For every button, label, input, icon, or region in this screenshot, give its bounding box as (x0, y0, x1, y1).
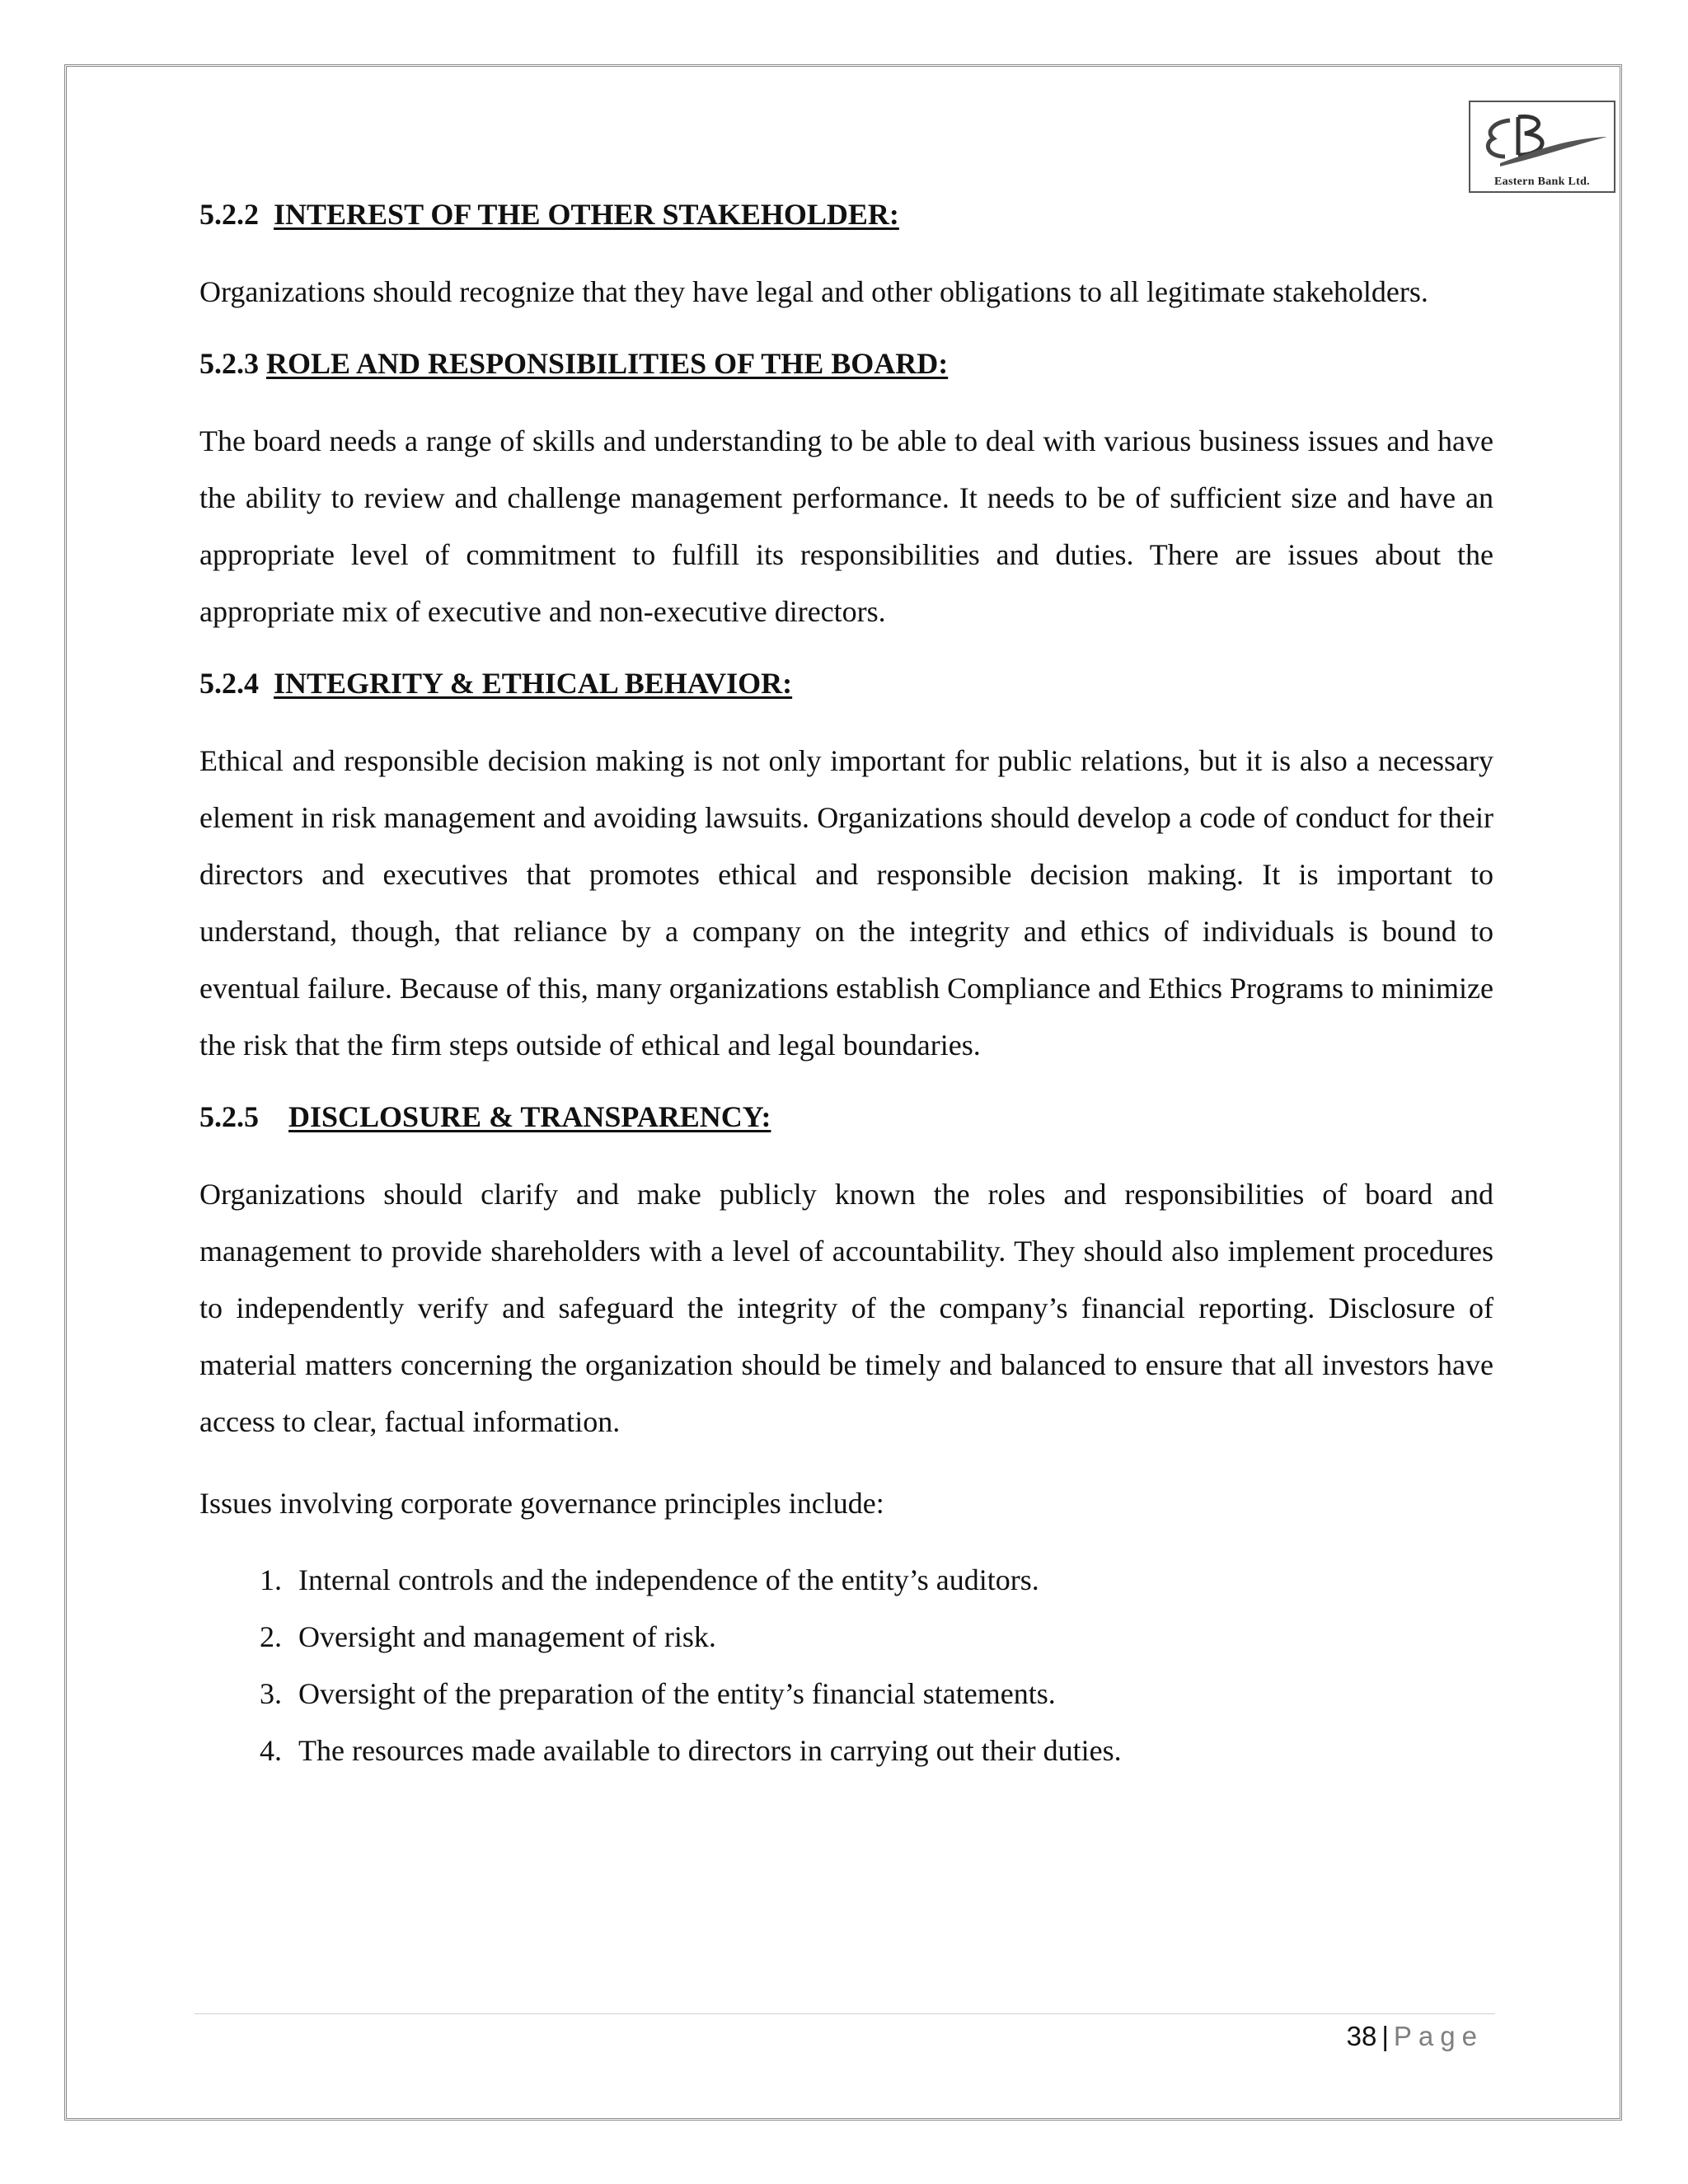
list-item (199, 1666, 1493, 1722)
section-title: ROLE AND RESPONSIBILITIES OF THE BOARD: (266, 347, 949, 380)
list-item-text: Internal controls and the independence of the entity’s auditors. (298, 1563, 1039, 1596)
page-label: Page (1393, 2021, 1484, 2051)
section-paragraph: The board needs a range of skills and understanding to be able to deal with various business issues and have the ability to review and challenge management performance. It needs to be of sufficient size and have an appropriate level of commitment to fulfill its responsibilities and duties. There are issues about the appropriate mix of executive and non-executive directors. (199, 424, 1493, 628)
section-title: INTEGRITY & ETHICAL BEHAVIOR: (274, 667, 793, 700)
section-number: 5.2.2 (199, 198, 259, 231)
section-heading-5-2-5 (199, 1099, 1493, 1135)
issues-intro: Issues involving corporate governance principles include: (199, 1487, 884, 1520)
list-item-text: The resources made available to directors in carrying out their duties. (298, 1734, 1122, 1767)
list-item-number: 3. (260, 1677, 282, 1710)
section-number: 5.2.3 (199, 347, 259, 380)
section-number: 5.2.5 (199, 1100, 259, 1133)
section-heading-5-2-3 (199, 345, 1493, 382)
list-item-number: 4. (260, 1734, 282, 1767)
section-number: 5.2.4 (199, 667, 259, 700)
issues-list (199, 1552, 1493, 1779)
list-item (199, 1722, 1493, 1779)
section-title: DISCLOSURE & TRANSPARENCY: (288, 1100, 771, 1133)
section-paragraph: Ethical and responsible decision making is not only important for public relations, but it is also a necessary element in risk management and avoiding lawsuits. Organizations should develop a code of conduct for their directors and executives that promotes ethical and responsible decision making. It is important to understand, though, that reliance by a company on the integrity and ethics of individuals is bound to eventual failure. Because of this, many organizations establish Compliance and Ethics Programs to minimize the risk that the firm steps outside of ethical and legal boundaries. (199, 744, 1493, 1062)
bank-logo (1469, 101, 1615, 193)
list-item (199, 1552, 1493, 1609)
list-item-number: 2. (260, 1620, 282, 1653)
section-heading-5-2-2 (199, 196, 1493, 232)
section-title: INTEREST OF THE OTHER STAKEHOLDER: (274, 198, 899, 231)
page-footer (1347, 2018, 1484, 2055)
footer-divider (195, 2013, 1495, 2014)
section-heading-5-2-4 (199, 665, 1493, 701)
eb-monogram-icon (1475, 105, 1612, 175)
list-item-text: Oversight and management of risk. (298, 1620, 716, 1653)
section-paragraph: Organizations should recognize that they have legal and other obligations to all legitimate stakeholders. (199, 275, 1428, 308)
list-item-text: Oversight of the preparation of the entity’s financial statements. (298, 1677, 1056, 1710)
list-item-number: 1. (260, 1563, 282, 1596)
section-paragraph: Organizations should clarify and make publicly known the roles and responsibilities of board and management to provide shareholders with a level of accountability. They should also implement procedures to independently verify and safeguard the integrity of the company’s financial reporting. Disclosure of material matters concerning the organization should be timely and balanced to ensure that all investors have access to clear, factual information. (199, 1178, 1493, 1438)
page-number: 38 (1346, 2021, 1377, 2051)
list-item (199, 1609, 1493, 1666)
footer-separator: | (1381, 2021, 1389, 2051)
document-body (199, 196, 1493, 1779)
logo-text: Eastern Bank Ltd. (1494, 176, 1590, 188)
